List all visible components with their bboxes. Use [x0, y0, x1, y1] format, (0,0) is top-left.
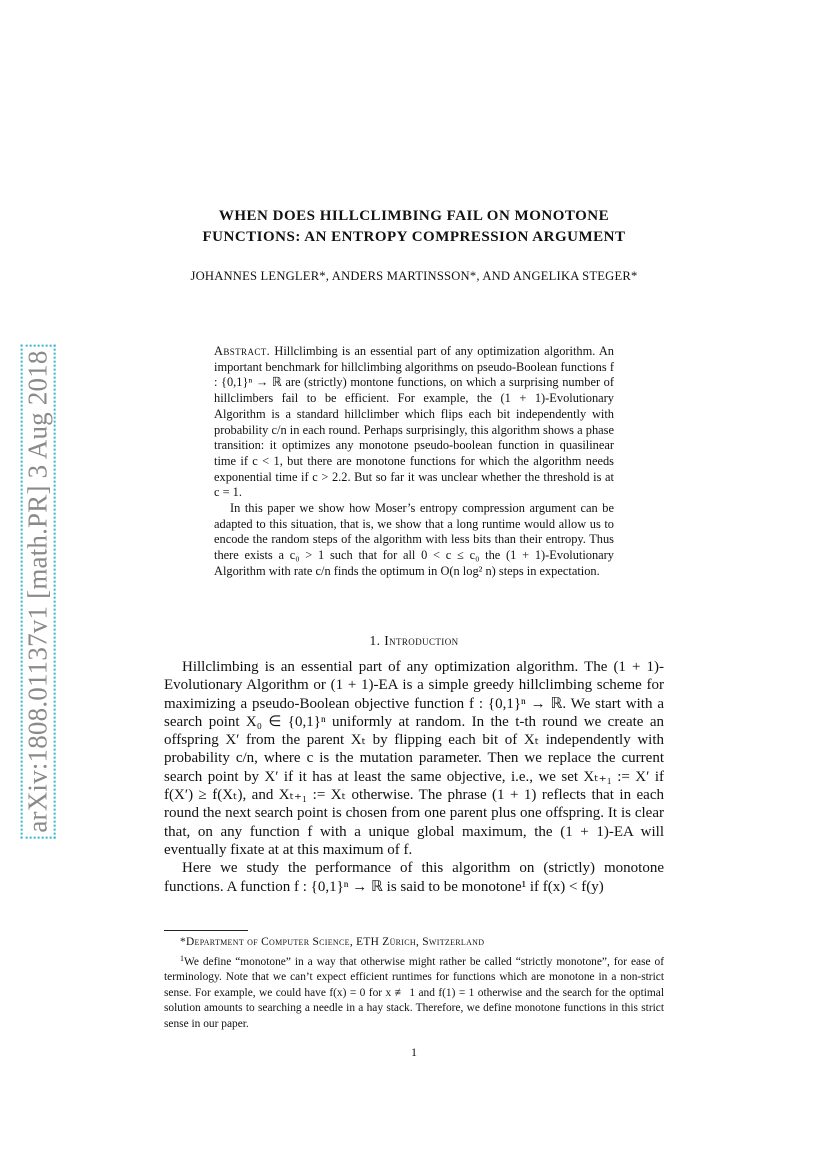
abstract-paragraph-1	[214, 344, 614, 501]
abstract-text-1: Hillclimbing is an essential part of any optimization algorithm. An important benchmark for hillclimbing algorithms on pseudo-Boolean functions f : {0,1}ⁿ → ℝ are (strictly) montone functions, on which a surprising number of hillclimbers fail to be efficient. For example, the (1 + 1)-Evolutionary Algorithm is a standard hillclimber which flips each bit independently with probability c/n in each round. Perhaps surprisingly, this algorithm shows a phase transition: it optimizes any monotone pseudo-boolean function in quasilinear time if c < 1, but there are monotone functions for which the algorithm needs exponential time if c > 2.2. But so far it was unclear whether the threshold is at c = 1.	[214, 344, 615, 500]
footnote-affiliation: *Department of Computer Science, ETH Zürich, Switzerland	[180, 936, 485, 948]
page-number: 1	[411, 1045, 417, 1059]
paper-title	[110, 206, 718, 248]
arxiv-identifier-stamp	[20, 318, 56, 864]
abstract-heading: Abstract.	[214, 344, 271, 358]
section-heading-introduction: 1. Introduction	[369, 633, 459, 648]
introduction-body	[164, 658, 664, 896]
author-list: JOHANNES LENGLER*, ANDERS MARTINSSON*, AND ANGELIKA STEGER*	[190, 269, 638, 283]
footnote-1	[164, 951, 664, 1033]
footnote-1-text: We define “monotone” in a way that otherwise might rather be called “strictly monotone”, for ease of terminology. Note that we can’t expect efficient runtimes for functions which are monotone in a non-strict sense. For example, we could have f(x) = 0 for x ≢ 1 and f(1) = 1 otherwise and the search for the optimal solution amounts to searching a needle in a hay stack. Therefore, we define monotone functions in this strict sense in our paper.	[164, 955, 664, 1030]
body-paragraph-1: Hillclimbing is an essential part of any optimization algorithm. The (1 + 1)-Evolutionary Algorithm or (1 + 1)-EA is a simple greedy hillclimbing scheme for maximizing a pseudo-Boolean objective function f : {0,1}ⁿ → ℝ. We start with a search point X₀ ∈ {0,1}ⁿ uniformly at random. In the t-th round we create an offspring X′ from the parent Xₜ by flipping each bit of Xₜ independently with probability c/n, where c is the mutation parameter. Then we replace the current search point by X′ if it has at least the same objective, i.e., we set Xₜ₊₁ := X′ if f(X′) ≥ f(Xₜ), and Xₜ₊₁ := Xₜ otherwise. The phrase (1 + 1) reflects that in each round the next search point is chosen from one parent plus one offspring. It is clear that, on any function f with a unique global maximum, the (1 + 1)-EA will eventually fixate at at this maximum of f.	[164, 659, 664, 858]
title-line-1: WHEN DOES HILLCLIMBING FAIL ON MONOTONE	[218, 208, 610, 224]
title-line-2: FUNCTIONS: AN ENTROPY COMPRESSION ARGUMENT	[202, 229, 626, 245]
footnote-separator	[164, 930, 248, 931]
abstract-paragraph-2: In this paper we show how Moser’s entropy compression argument can be adapted to this situation, that is, we show that a long runtime would allow us to encode the random steps of the algorithm with less bits than their entropy. Thus there exists a c₀ > 1 such that for all 0 < c ≤ c₀ the (1 + 1)-Evolutionary Algorithm with rate c/n finds the optimum in O(n log² n) steps in expectation.	[214, 501, 614, 578]
body-paragraph-2: Here we study the performance of this algorithm on (strictly) monotone functions. A function f : {0,1}ⁿ → ℝ is said to be monotone¹ if f(x) < f(y)	[164, 860, 664, 895]
footnotes-block	[164, 935, 664, 1033]
footnote-1-marker: 1	[180, 953, 184, 963]
abstract-block	[214, 344, 614, 580]
arxiv-identifier-text: arXiv:1808.01137v1 [math.PR] 3 Aug 2018	[21, 344, 56, 838]
